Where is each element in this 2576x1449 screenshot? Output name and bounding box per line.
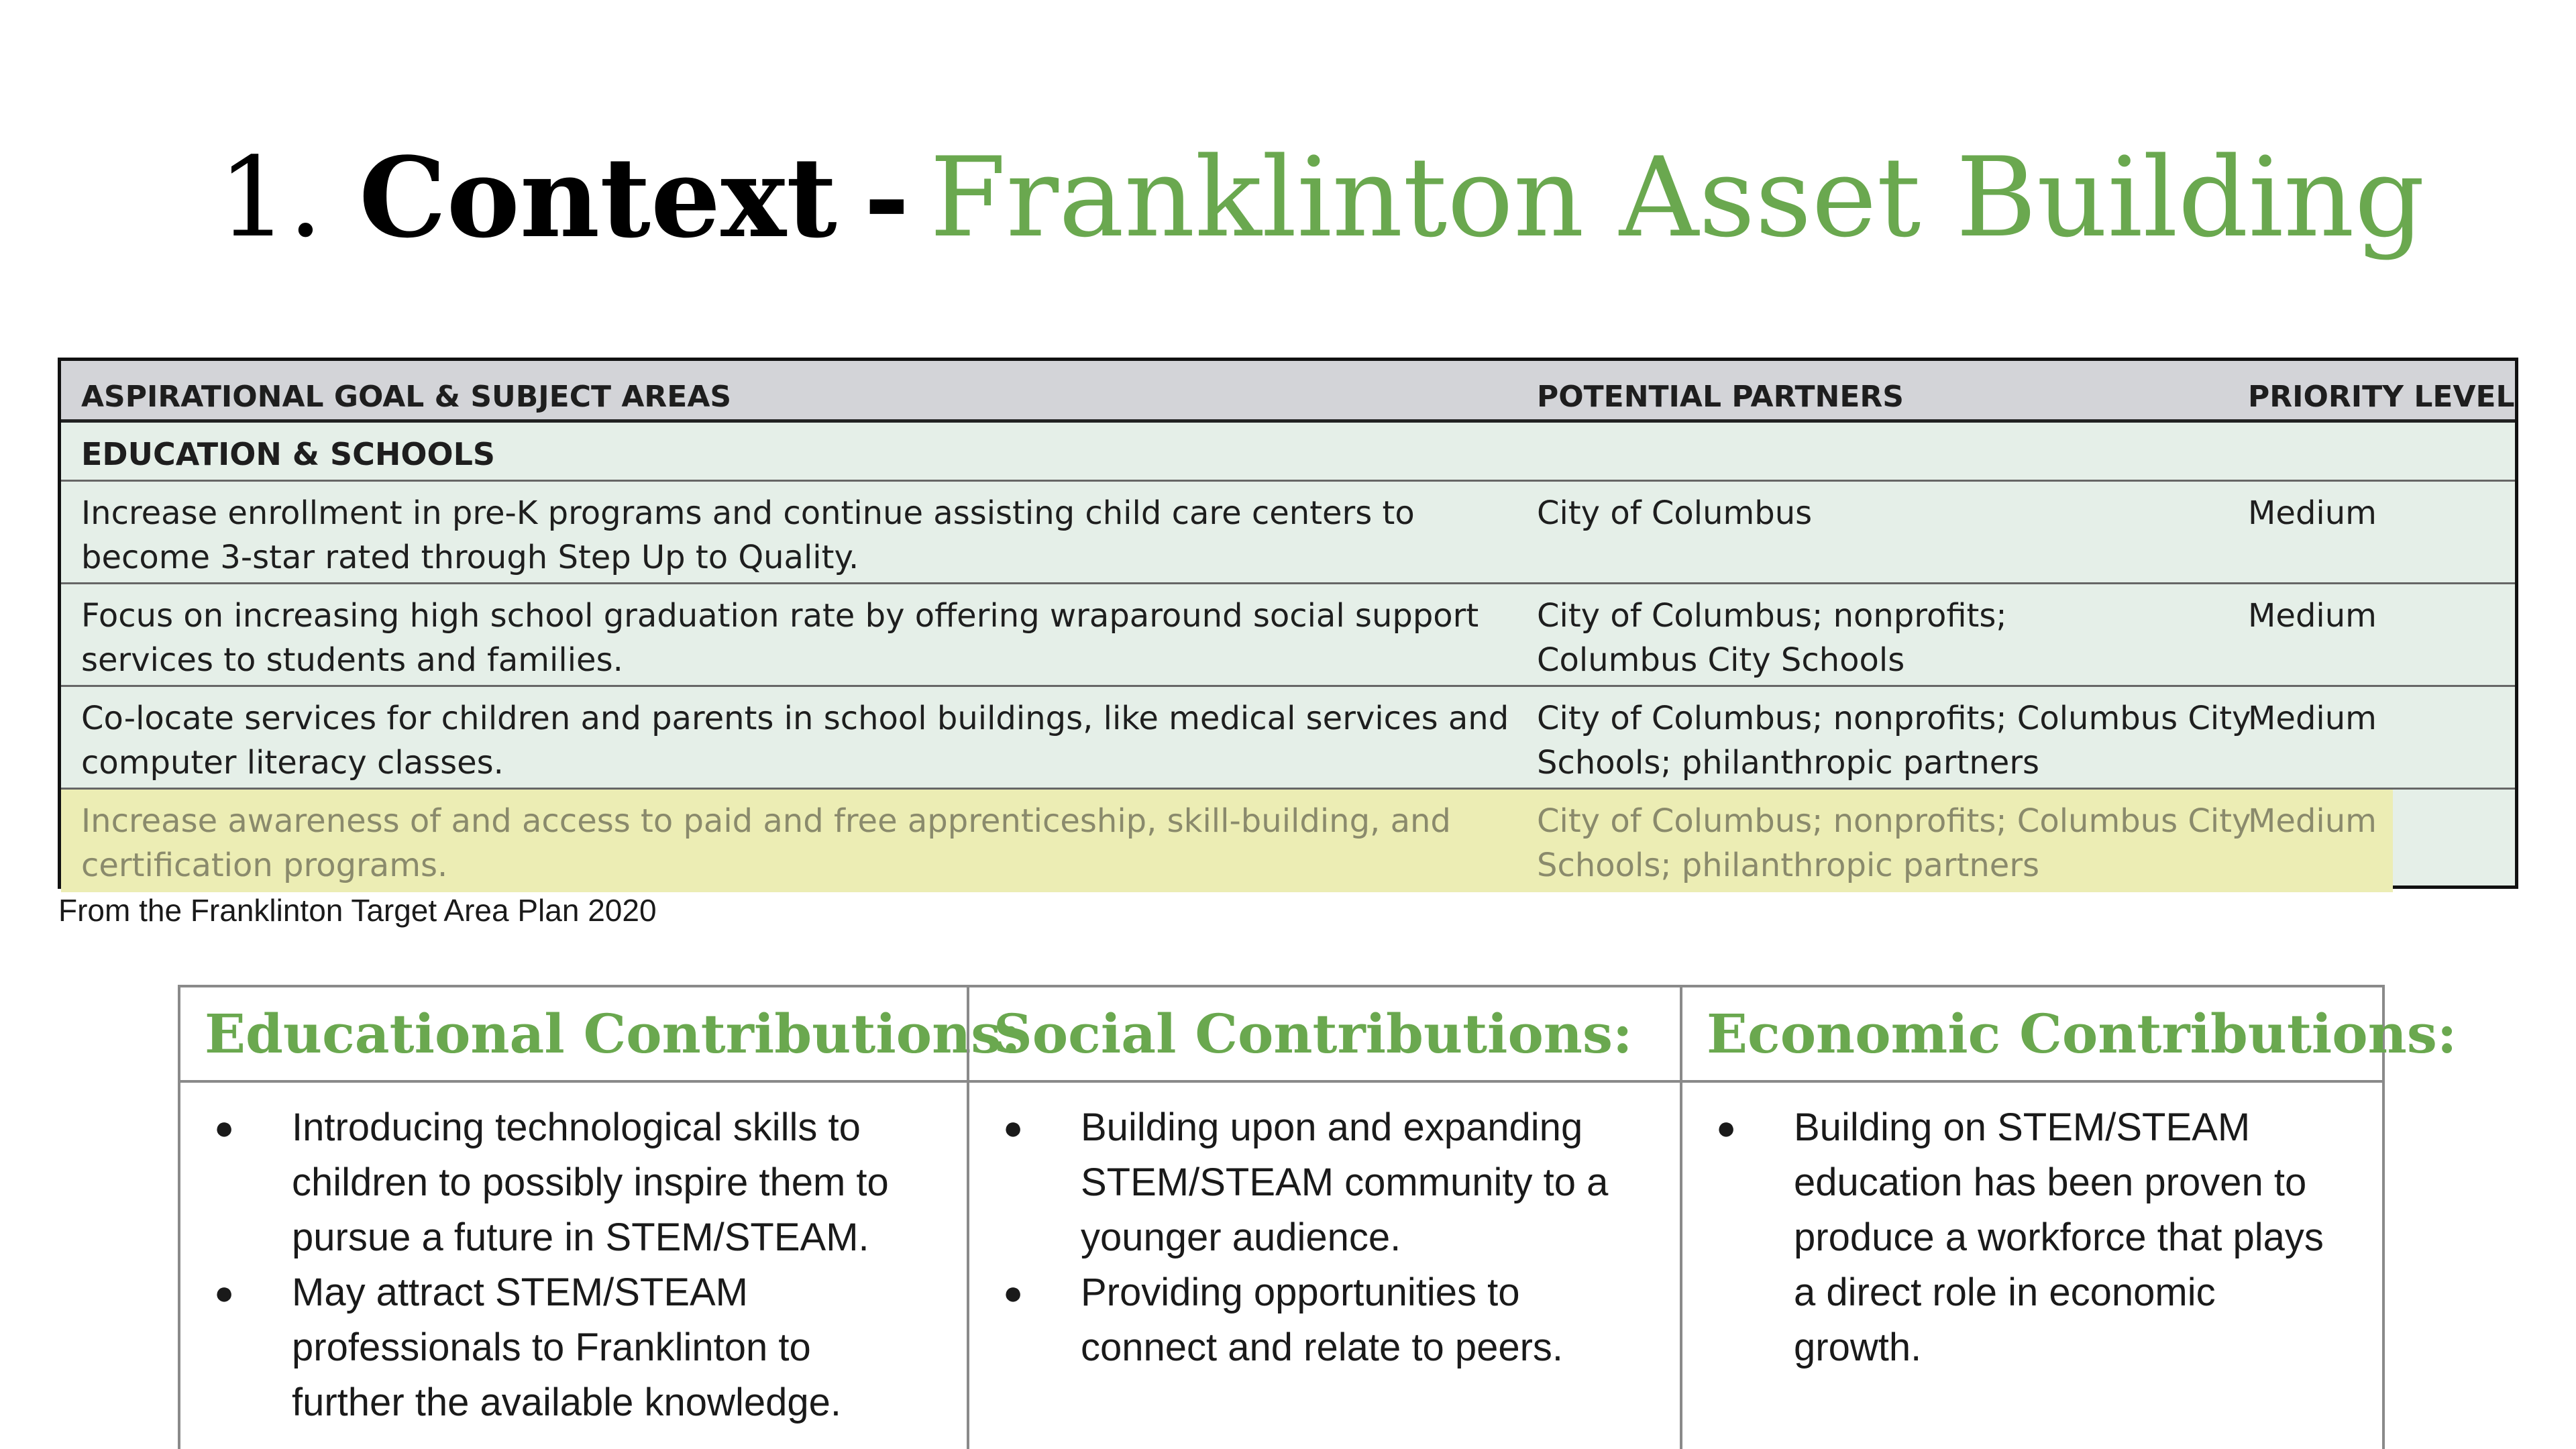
educational-column	[180, 987, 1021, 1449]
partners-cell	[1537, 696, 2251, 785]
bullet-item	[969, 1265, 1680, 1375]
goal-line: become 3-star rated through Step Up to Quality.	[81, 539, 859, 576]
bullet-line: younger audience.	[1081, 1216, 1401, 1259]
priority-cell: Medium	[2248, 700, 2377, 737]
goal-cell	[81, 594, 1479, 682]
title-dash: -	[863, 133, 910, 262]
partners-line: Schools; philanthropic partners	[1537, 744, 2040, 782]
economic-column	[1680, 987, 2457, 1449]
bullet-line: a direct role in economic	[1794, 1271, 2216, 1314]
bullet-line: May attract STEM/STEAM	[292, 1271, 748, 1314]
slide-title	[218, 131, 2425, 265]
bullet-icon: ●	[214, 1109, 235, 1146]
title-green-text: Franklinton Asset Building	[929, 133, 2425, 262]
bullet-item	[180, 1265, 967, 1430]
title-bold-text: Context	[359, 133, 837, 262]
bullet-text	[1794, 1100, 2385, 1375]
bullet-icon: ●	[1716, 1109, 1737, 1146]
table-row	[61, 584, 2515, 687]
bullet-text	[292, 1265, 967, 1430]
column-body	[969, 1083, 1680, 1375]
table-row	[61, 482, 2515, 584]
bullet-icon: ●	[1003, 1274, 1024, 1311]
partners-cell	[1537, 799, 2251, 888]
priority-cell: Medium	[2248, 494, 2377, 532]
bullet-line: Introducing technological skills to	[292, 1106, 861, 1149]
bullet-item	[1682, 1100, 2385, 1375]
priority-cell: Medium	[2248, 802, 2377, 840]
bullet-line: children to possibly inspire them to	[292, 1161, 889, 1204]
goal-cell	[81, 799, 1451, 888]
goal-line: Focus on increasing high school graduation rate by offering wraparound social support	[81, 597, 1479, 635]
bullet-line: education has been proven to	[1794, 1161, 2307, 1204]
partners-line: City of Columbus	[1537, 494, 1813, 532]
goal-cell	[81, 696, 1509, 785]
goal-line: certification programs.	[81, 847, 448, 884]
target-area-plan-table	[58, 358, 2518, 889]
bullet-icon: ●	[214, 1274, 235, 1311]
bullet-icon: ●	[1003, 1109, 1024, 1146]
goal-cell	[81, 491, 1415, 580]
goal-line: computer literacy classes.	[81, 744, 504, 782]
header-priority: PRIORITY LEVEL	[2248, 380, 2515, 414]
partners-cell	[1537, 594, 2007, 682]
bullet-line: Providing opportunities to	[1081, 1271, 1520, 1314]
plan-table-header	[61, 361, 2515, 423]
bullet-item	[969, 1100, 1680, 1265]
goal-line: Increase awareness of and access to paid and free apprenticeship, skill-building, and	[81, 802, 1451, 840]
section-label: EDUCATION & SCHOOLS	[81, 436, 496, 472]
column-body	[180, 1083, 967, 1430]
table-caption: From the Franklinton Target Area Plan 2020	[58, 893, 657, 928]
bullet-line: STEM/STEAM community to a	[1081, 1161, 1609, 1204]
bullet-line: produce a workforce that plays	[1794, 1216, 2324, 1259]
goal-line: Increase enrollment in pre-K programs and continue assisting child care centers to	[81, 494, 1415, 532]
bullet-line: growth.	[1794, 1326, 1922, 1369]
bullet-line: connect and relate to peers.	[1081, 1326, 1564, 1369]
partners-line: City of Columbus; nonprofits; Columbus City	[1537, 700, 2251, 737]
column-body	[1682, 1083, 2385, 1375]
column-heading: Social Contributions:	[969, 987, 1680, 1083]
partners-cell	[1537, 491, 1812, 535]
bullet-text	[292, 1100, 967, 1265]
bullet-line: pursue a future in STEM/STEAM.	[292, 1216, 869, 1259]
partners-line: Columbus City Schools	[1537, 641, 1905, 679]
goal-line: services to students and families.	[81, 641, 623, 679]
bullet-item	[180, 1100, 967, 1265]
section-row	[61, 423, 2515, 482]
bullet-line: professionals to Franklinton to	[292, 1326, 811, 1369]
goal-line: Co-locate services for children and parents in school buildings, like medical services and	[81, 700, 1509, 737]
bullet-line: further the available knowledge.	[292, 1381, 841, 1424]
bullet-line: Building upon and expanding	[1081, 1106, 1583, 1149]
column-heading: Economic Contributions:	[1682, 987, 2385, 1083]
column-heading: Educational Contributions:	[180, 987, 967, 1083]
partners-line: City of Columbus; nonprofits; Columbus City	[1537, 802, 2251, 840]
priority-cell: Medium	[2248, 597, 2377, 635]
title-number: 1.	[218, 133, 323, 262]
contributions-table	[178, 985, 2457, 1449]
table-row-highlighted	[61, 790, 2515, 892]
header-goal: ASPIRATIONAL GOAL & SUBJECT AREAS	[81, 380, 732, 414]
social-column	[967, 987, 1680, 1449]
bullet-text	[1081, 1100, 1680, 1265]
bullet-text	[1081, 1265, 1680, 1375]
partners-line: Schools; philanthropic partners	[1537, 847, 2040, 884]
table-row	[61, 687, 2515, 790]
header-partners: POTENTIAL PARTNERS	[1537, 380, 1904, 414]
bullet-line: Building on STEM/STEAM	[1794, 1106, 2251, 1149]
partners-line: City of Columbus; nonprofits;	[1537, 597, 2007, 635]
